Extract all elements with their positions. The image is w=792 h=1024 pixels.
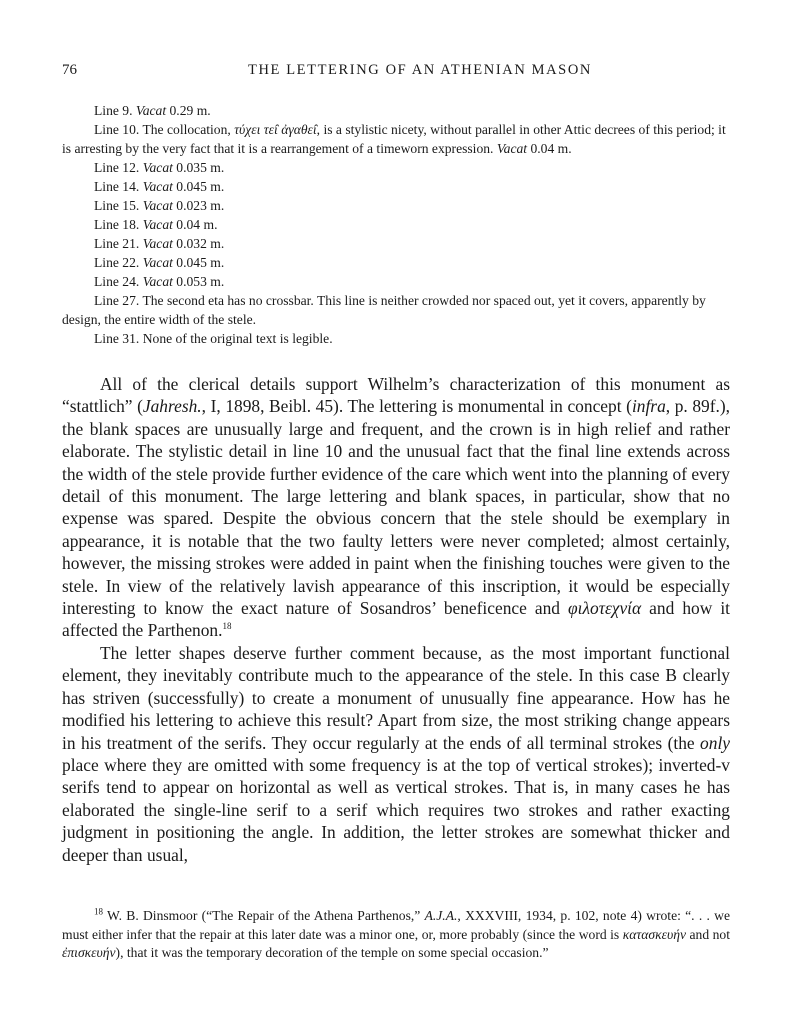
note-line-27: Line 27. The second eta has no crossbar. This line is neither crowded nor spaced out, yet it covers, apparently by design, the entire width of the stele. xyxy=(62,293,706,327)
note-line-12: Line 12. Vacat 0.035 m. xyxy=(94,160,225,175)
note-line-22: Line 22. Vacat 0.045 m. xyxy=(94,255,225,270)
footnote-number: 18 xyxy=(94,906,103,917)
note-line-24: Line 24. Vacat 0.053 m. xyxy=(94,274,225,289)
greek-word: κατασκευήν xyxy=(622,926,686,942)
greek-word: φιλοτεχνία xyxy=(568,598,642,619)
footnote-18: $^{18}$ W. B. Dinsmoor (“The Repair of the Athena Parthenos,” A.J.A., XXXVIII, 1934, p. 102, note 4) wrote: “. . . we must either infer that the repair at this later date was a minor one, or, more probably (since the word is κατασκευήν and not ἐπισκευήν), that it was the temporary decoration of the temple on some special occasion.” xyxy=(62,906,730,961)
note-line-10: Line 10. The collocation, τύχει τε̂ι ἀγαθε̂ι, is a stylistic nicety, without parallel in other Attic decrees of this period; it is arresting by the very fact that it is a rearrangement of a timeworn expression. Vacat 0.04 m. xyxy=(62,122,726,156)
footnote xyxy=(62,907,730,963)
footnote-reference: 18 xyxy=(222,621,232,632)
main-body xyxy=(62,373,730,866)
note-line-15: Line 15. Vacat 0.023 m. xyxy=(94,198,225,213)
greek-word: ἐπισκευήν xyxy=(62,945,116,961)
running-head: THE LETTERING OF AN ATHENIAN MASON xyxy=(248,62,592,78)
line-notes xyxy=(62,101,730,348)
paragraph-clerical-details: All of the clerical details support Wilhelm’s characterization of this monument as “stattlich” (Jahresh., I, 1898, Beibl. 45). The lettering is monumental in concept (infra, p. 89f.), the blank spaces are unusually large and frequent, and the crown is in high relief and rather elaborate. The stylistic detail in line 10 and the unusual fact that the final line extends across the width of the stele provide further evidence of the care which went into the planning of every detail of this monument. The large lettering and blank spaces, in particular, show that no expense was spared. Despite the obvious concern that the stele should be exemplary in appearance, it is notable that the two faulty letters were never completed; almost certainly, however, the missing strokes were added in paint when the finishing touches were given to the stele. In view of the relatively lavish appearance of this inscription, it would be especially interesting to know the exact nature of Sosandros’ beneficence and φιλοτεχνία and how it affected the Parthenon.$^{18}$ xyxy=(62,374,731,641)
page-number: 76 xyxy=(62,62,77,78)
greek-phrase: τύχει τε̂ι ἀγαθε̂ι xyxy=(234,122,317,137)
paragraph-letter-shapes: The letter shapes deserve further comment because, as the most important functional element, they inevitably contribute much to the appearance of the stele. In this case B clearly has striven (successfully) to create a monument of unusually fine appearance. How has he modified his lettering to achieve this result? Apart from size, the most striking change appears in his treatment of the serifs. They occur regularly at the ends of all terminal strokes (the only place where they are omitted with some frequency is at the top of vertical strokes); inverted-v serifs tend to appear on horizontal as well as vertical strokes. That is, in many cases he has elaborated the single-line serif to a serif which requires two strokes and rather exacting judgment in positioning the angle. In addition, the letter strokes are somewhat thicker and deeper than usual, xyxy=(62,642,730,865)
note-line-14: Line 14. Vacat 0.045 m. xyxy=(94,179,225,194)
note-line-18: Line 18. Vacat 0.04 m. xyxy=(94,217,218,232)
note-line-31: Line 31. None of the original text is legible. xyxy=(94,331,333,346)
note-line-21: Line 21. Vacat 0.032 m. xyxy=(94,236,225,251)
note-line-9: Line 9. Vacat 0.29 m. xyxy=(94,103,211,118)
